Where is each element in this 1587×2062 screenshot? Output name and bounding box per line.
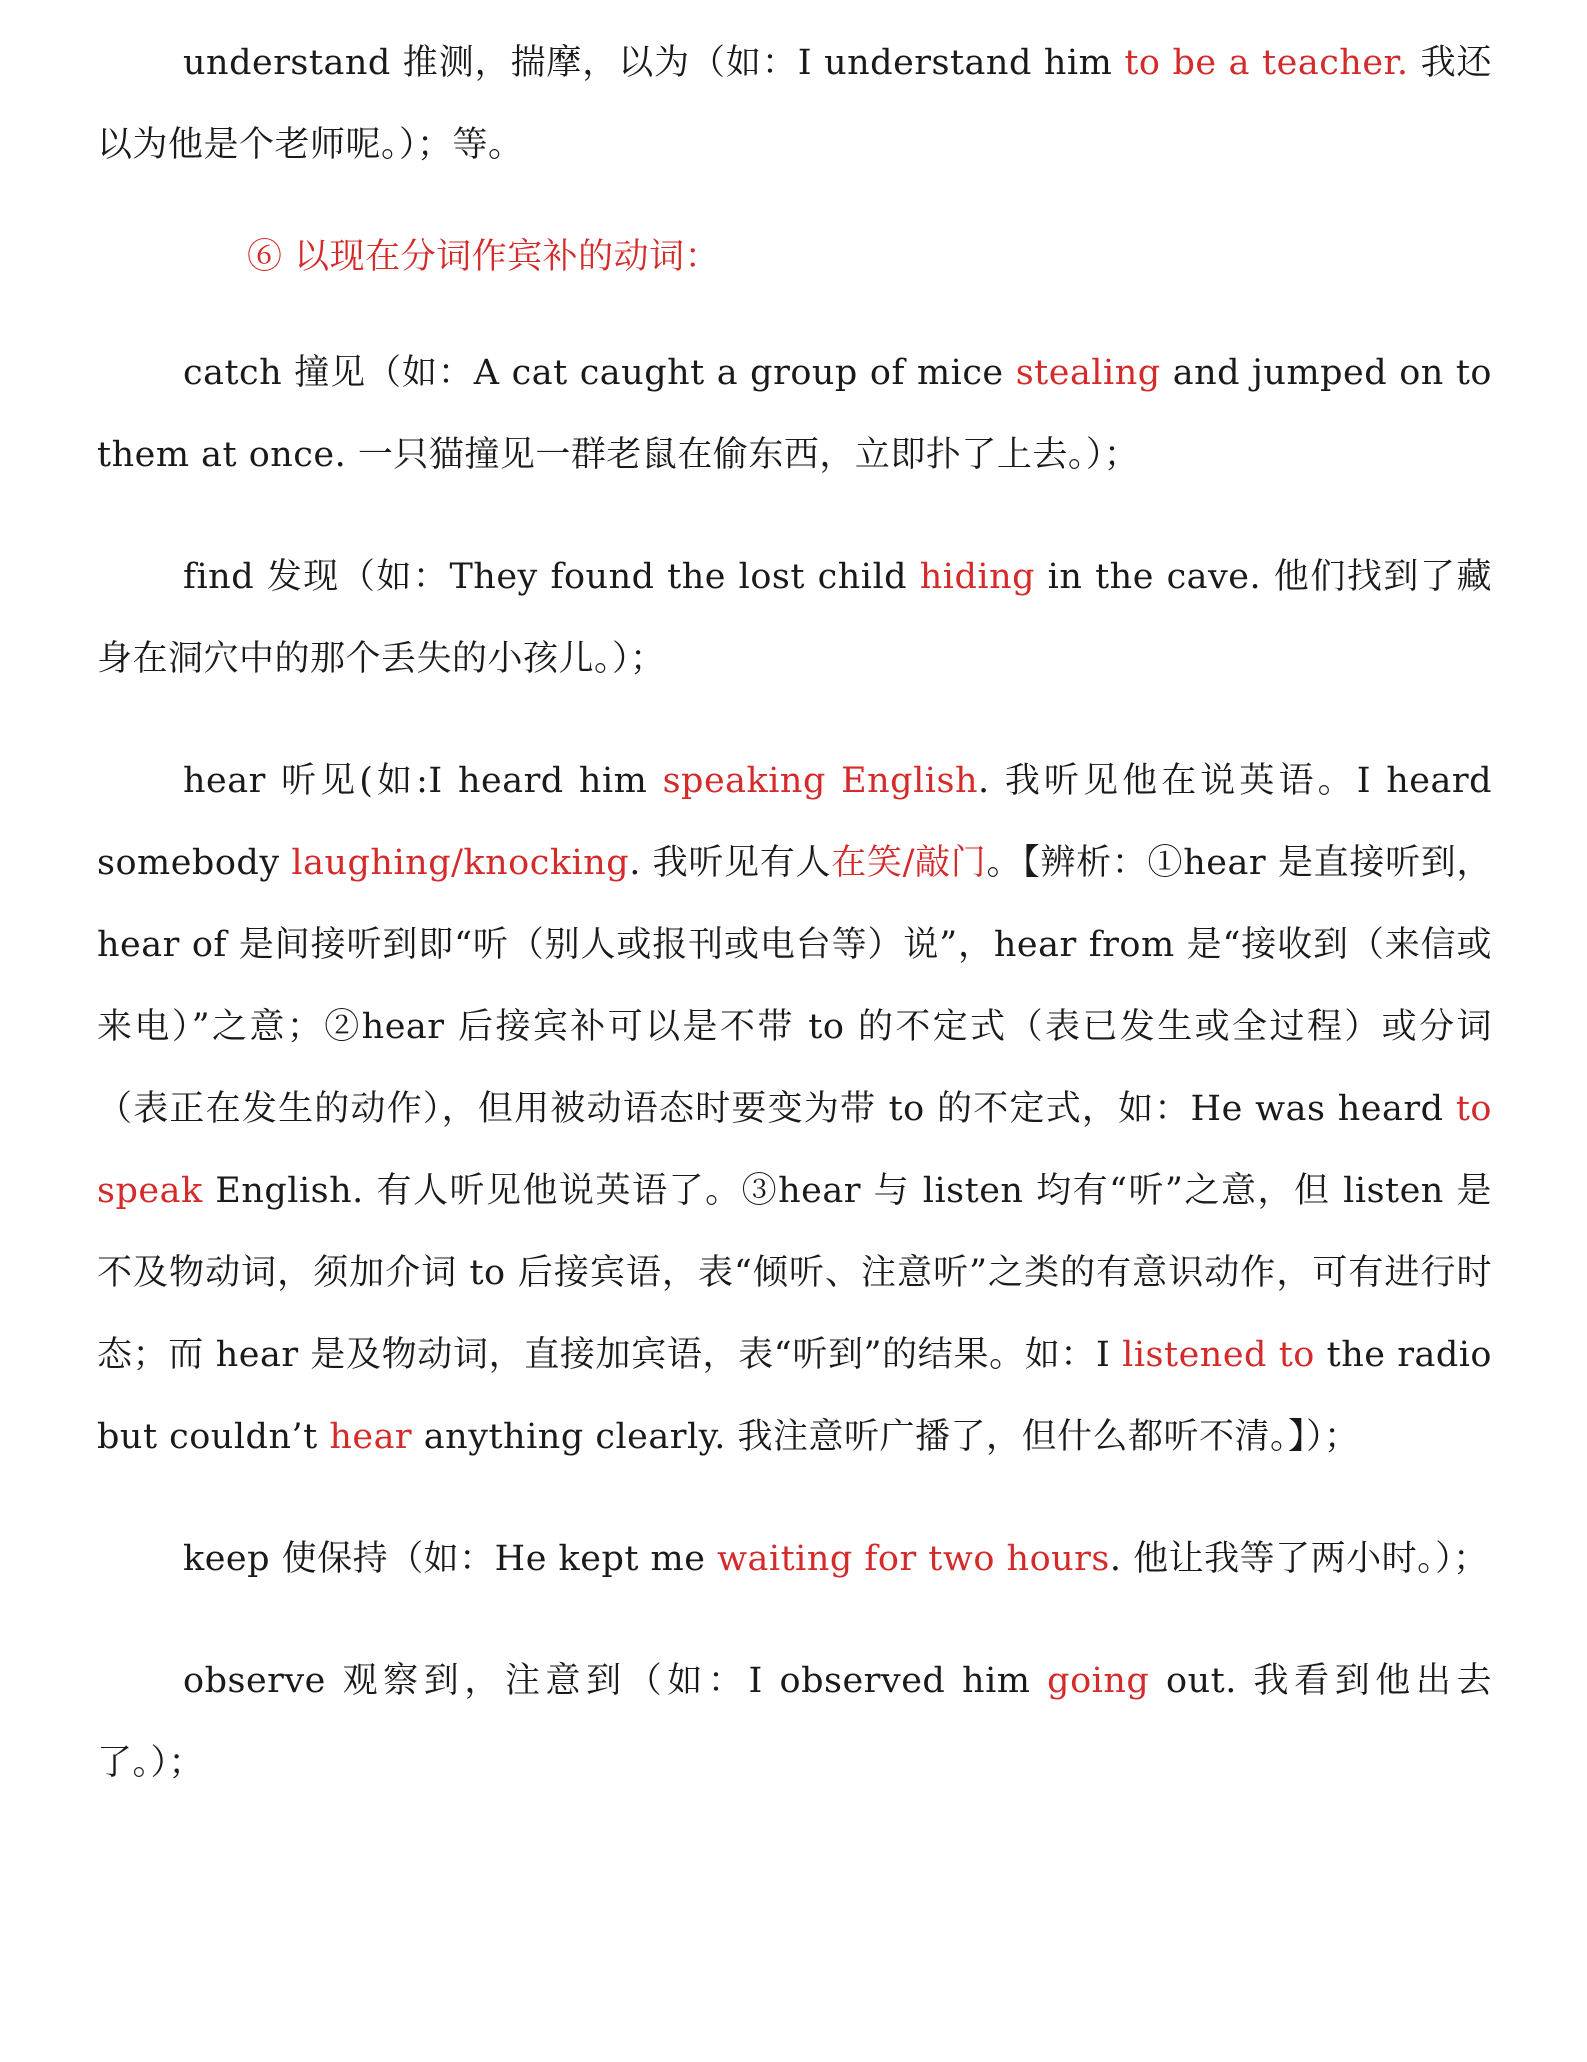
observe-text-2: out. 我看到他出去了。）；	[97, 1661, 1492, 1783]
find-example-highlight: hiding	[919, 557, 1036, 597]
understand-text-2: 我还以为他是个老师呢。）；等。	[97, 43, 1492, 165]
paragraph-gap	[97, 1478, 1492, 1518]
hear-example-highlight-4: to speak	[97, 1089, 1492, 1211]
hear-text-4: 。【辨析：①hear 是直接听到，hear of 是间接听到即“听（别人或报刊或电台等）说”，hear from 是“接收到（来信或来电）”之意；②hear 后接宾补可以是不带 to 的不定式（表已发生或全过程）或分词（表正在发生的动作），但用被动语态时要变为带 to 的不定式，如：He was heard	[97, 843, 1492, 1129]
observe-paragraph	[97, 1640, 1492, 1804]
hear-example-highlight-1: speaking English	[662, 761, 978, 801]
paragraph-gap	[97, 700, 1492, 740]
hear-example-highlight-3: 在笑/敲门	[831, 843, 987, 883]
find-text-1: find 发现（如：They found the lost child	[183, 557, 920, 597]
paragraph-gap	[97, 496, 1492, 536]
hear-text-3: . 我听见有人	[629, 843, 832, 883]
find-text-2: in the cave. 他们找到了藏身在洞穴中的那个丢失的小孩儿。）；	[97, 557, 1493, 679]
catch-example-highlight: stealing	[1015, 353, 1161, 393]
hear-example-highlight-5: listened to	[1122, 1335, 1315, 1375]
section-heading: ⑥ 以现在分词作宾补的动词：	[247, 237, 721, 277]
hear-paragraph	[97, 740, 1492, 1478]
catch-text-1: catch 撞见（如：A cat caught a group of mice	[183, 353, 1016, 393]
keep-text-1: keep 使保持（如：He kept me	[183, 1539, 718, 1579]
understand-paragraph	[97, 22, 1492, 186]
keep-example-highlight: waiting for two hours	[717, 1539, 1110, 1579]
keep-paragraph	[97, 1518, 1492, 1600]
hear-text-5: English. 有人听见他说英语了。③hear 与 listen 均有“听”之意，但 listen 是不及物动词，须加介词 to 后接宾语，表“倾听、注意听”之类的有意识动作，可有进行时态；而 hear 是及物动词，直接加宾语，表“听到”的结果。如：I	[97, 1171, 1492, 1375]
keep-text-2: . 他让我等了两小时。）；	[1109, 1539, 1489, 1579]
hear-text-2: . 我听见他在说英语。I heard somebody	[97, 761, 1492, 883]
hear-text-1: hear 听见(如:I heard him	[183, 761, 663, 801]
observe-example-highlight: going	[1047, 1661, 1150, 1701]
hear-text-7: anything clearly. 我注意听广播了，但什么都听不清。】）；	[412, 1417, 1360, 1457]
understand-text-1: understand 推测，揣摩，以为（如：I understand him	[183, 43, 1125, 83]
paragraph-gap	[97, 1600, 1492, 1640]
find-paragraph	[97, 536, 1492, 700]
understand-example-highlight: to be a teacher.	[1124, 43, 1409, 83]
hear-text-6: the radio but couldn’t	[97, 1335, 1492, 1457]
catch-paragraph	[97, 332, 1492, 496]
hear-example-highlight-2: laughing/knocking	[291, 843, 630, 883]
document-page	[97, 22, 1492, 1804]
hear-example-highlight-6: hear	[329, 1417, 413, 1457]
catch-text-2: and jumped on to them at once. 一只猫撞见一群老鼠在偷东西，立即扑了上去。）；	[97, 353, 1492, 475]
observe-text-1: observe 观察到，注意到（如：I observed him	[183, 1661, 1048, 1701]
